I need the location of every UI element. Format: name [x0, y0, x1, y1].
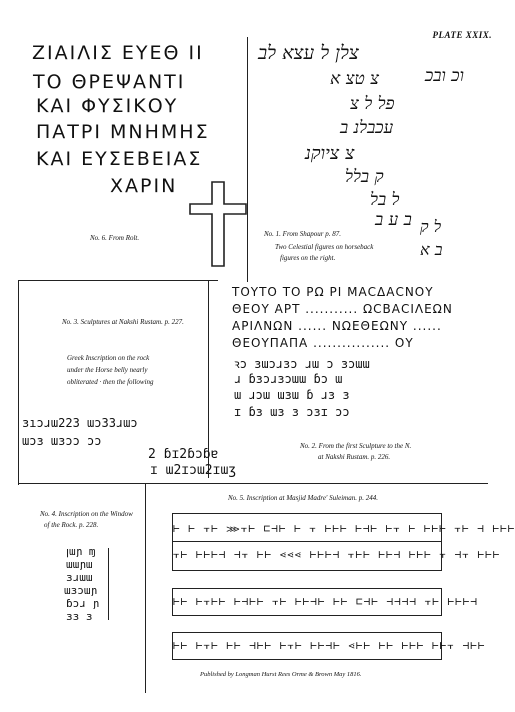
script-line: ɪ ɯ2ɪɔɯ2ɪɯʒ — [150, 463, 237, 478]
script-line: ꞁɯɲ ɱ — [66, 545, 96, 558]
script-line: ב א — [420, 240, 443, 259]
script-line: ɯɯɲɯ — [66, 558, 93, 571]
panel-note: Greek Inscription on the rock — [67, 354, 150, 362]
cuneiform-row: ⊢⊢ ⊢⫟⊢⊢ ⊢⊣⊢⊢ ⫟⊢ ⊢⊢⊣⊢ ⊢⊢ ⊏⊣⊢ ⊣⊣⊣⊣ ⫟⊢ ⊢⊢⊢⊣ — [173, 595, 479, 608]
inscription-line: ΠΑΤΡΙ ΜΝΗΜΗΣ — [36, 121, 210, 143]
script-line: צ ציוקנ — [305, 143, 355, 164]
publisher-imprint: Published by Longman Hurst Rees Orme & Brown May 1816. — [200, 671, 362, 678]
panel-caption: No. 4. Inscription on the Window — [40, 510, 133, 518]
script-line: ק בלל — [345, 167, 384, 187]
inscription-line: ΤΟ ΘΡΕΨΑΝΤΙ — [33, 71, 186, 93]
script-bracket — [108, 548, 109, 620]
cuneiform-box — [172, 513, 515, 571]
script-line: ɯ ɹɔɯ ɯɜɯ ɓ ɹɜ ɜ — [234, 388, 350, 402]
script-line: ל בל — [370, 190, 400, 210]
panel-caption: No. 1. From Shapour p. 87. — [264, 230, 341, 238]
inscription-line: ΤΟΥΤΟ ΤΟ ΡΩ ΡΙ ΜΑCΔΑCΝΟΥ — [232, 285, 434, 299]
script-line: ɹ ɓɜɔɹɜɔɯɯ ɓɔ ɯ — [234, 372, 343, 386]
script-line: 2 ɓɪ2ɓɔɓɐ — [148, 447, 219, 462]
script-line: ɯɜɔɯɲ — [64, 584, 98, 597]
script-line: ɜɜ ɜ — [66, 610, 93, 623]
script-line: ꝛɔ ɜɯɔɹɜɔ ɹɯ ɔ ɜɔɯɯ — [234, 357, 370, 371]
panel-caption: of the Rock. p. 228. — [44, 521, 99, 529]
inscription-line: ΘΕΟΥΠΑΠΑ ................ ΟΥ — [232, 336, 414, 350]
panel-note: Two Celestial figures on horseback — [275, 243, 374, 251]
divider-vertical-bottom — [145, 483, 146, 693]
panel-caption: at Nakshi Rustam. p. 226. — [318, 453, 391, 461]
script-line: עכבלנ ב — [340, 118, 394, 138]
script-line: ɪ ɓɜ ɯɜ ɜ ɔɜɪ ɔɔ — [234, 405, 350, 419]
panel-caption: No. 3. Sculptures at Nakshi Rustam. p. 227. — [62, 318, 184, 326]
inscription-line: ΑΡΙΛΝΩΝ ...... ΝΩΕΘΕΩΝΥ ...... — [232, 319, 442, 333]
panel-note: obliterated · then the following — [67, 378, 154, 386]
inscription-line: ΖΙΑΙΛΙΣ ΕΥΕΘ ΙΙ — [32, 42, 204, 64]
plate-label: PLATE XXIX. — [432, 30, 492, 40]
cuneiform-box — [172, 632, 486, 660]
script-line: צלן ל עצא לב — [258, 42, 359, 64]
divider-horizontal-lower — [18, 483, 488, 484]
inscription-line: ΧΑΡΙΝ — [110, 175, 178, 197]
script-line: ל ק — [420, 217, 442, 236]
script-line: צ טצ א — [330, 69, 380, 89]
cuneiform-row: ⫟⊢ ⊢⊢⊢⊣ ⊣⫟ ⊢⊢ ⋖⋖⋖ ⊢⊢⊢⊣ ⫟⊢⊢ ⊢⊢⊣ ⊢⊢⊢ ⫟ ⊣⫟ ⊢⊢⊢ — [173, 548, 501, 561]
divider-vertical-left — [18, 280, 19, 485]
cuneiform-box — [172, 588, 479, 616]
script-line: ɯɔɜ ɯɜɔɔ ɔɔ — [22, 434, 102, 448]
script-line: ɜɹɯɯ — [66, 571, 93, 584]
panel-caption: No. 5. Inscription at Masjid Madre' Suleiman. p. 244. — [228, 494, 378, 502]
inscription-line: ΘΕΟΥ ΑΡΤ ........... ΩCΒΑCΙΛΕΩΝ — [232, 302, 453, 316]
inscription-line: ΚΑΙ ΕΥΣΕΒΕΙΑΣ — [36, 148, 203, 170]
panel-note: under the Horse belly nearly — [67, 366, 148, 374]
panel-caption: No. 2. From the first Sculpture to the N. — [300, 442, 412, 450]
script-line: ɜıɔɹɯ223 ɯɔ33ɹɯɔ — [22, 416, 138, 430]
divider-horizontal-mid — [18, 280, 218, 281]
cross-icon — [186, 180, 250, 270]
inscription-line: ΚΑΙ ΦΥΣΙΚΟΥ — [36, 95, 179, 117]
panel-caption: No. 6. From Rolt. — [90, 234, 140, 242]
cuneiform-row: ⊢ ⊢ ⫟⊢ ⋙⫟⊢ ⊏⊣⊢ ⊢ ⫟ ⊢⊢⊢ ⊢⊣⊢ ⊢⫟ ⊢ ⊢⊢⊢ ⫟⊢ ⊣ ⊢⊢⊢ — [173, 522, 515, 535]
script-line: וכ ובכ — [425, 66, 464, 86]
panel-note: figures on the right. — [280, 254, 336, 262]
script-line: ב ע ב — [375, 210, 412, 230]
cuneiform-row-divider — [173, 541, 441, 542]
cuneiform-row: ⊢⊢ ⊢⫟⊢ ⊢⊢ ⊣⊢⊢ ⊢⫟⊢ ⊢⊢⊣⊢ ⋖⊢⊢ ⊢⊢ ⊢⊢⊢ ⊢⊢⫟ ⊣⊢⊢ — [173, 639, 486, 652]
script-line: ɓɔɹ ɲ — [66, 597, 100, 610]
script-line: פל ל צ — [350, 94, 395, 114]
